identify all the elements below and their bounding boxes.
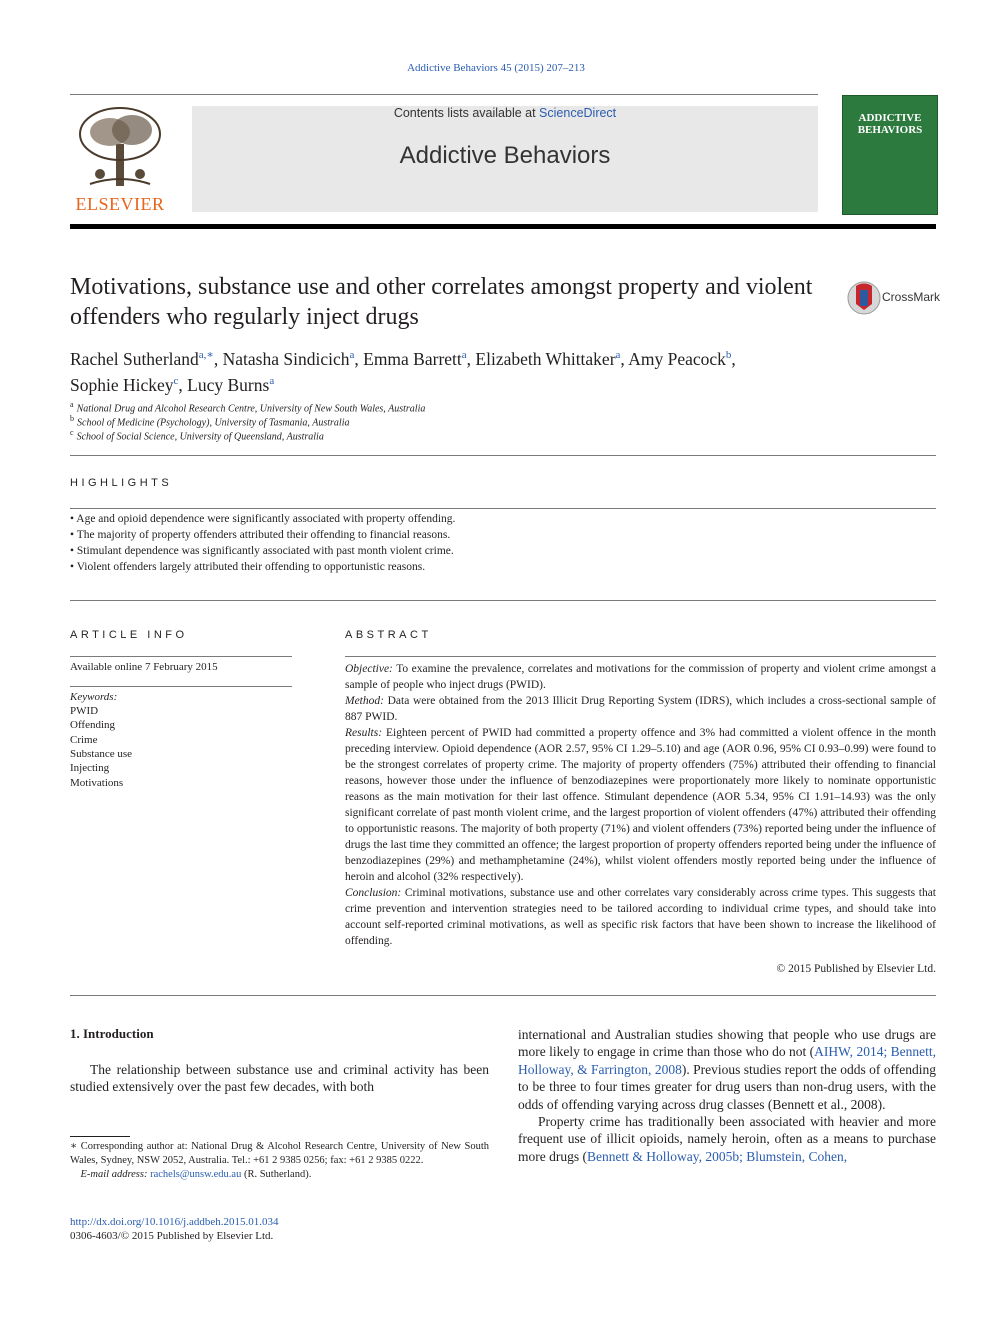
available-online-date: Available online 7 February 2015 (70, 661, 218, 673)
highlights-bottom-divider (70, 600, 936, 601)
highlight-item: • Stimulant dependence was significantly associated with past month violent crime. (70, 545, 454, 557)
author-affiliation-marker[interactable]: c (173, 374, 179, 387)
author-affiliation-marker[interactable]: b (725, 349, 732, 361)
doi-link[interactable]: http://dx.doi.org/10.1016/j.addbeh.2015.01.034 (70, 1216, 279, 1228)
conclusion-text: Criminal motivations, substance use and other correlates vary considerably across crime types. This suggests that crime prevention and intervention strategies need to be tailored according to individual crime types, and should take into account self-reported criminal motivations, as well as specific risk factors that have been shown to increase the likelihood of offending. (345, 887, 936, 947)
paragraph-text: ). Previous studies report the odds of offending to be three to four times greater for drug users than non-drug users, with the odds of offending varying across drug classes (Bennett et al., 2008). (518, 1061, 936, 1112)
citation-link[interactable]: AIHW, 2014; Bennett, Holloway, & Farrington, 2008 (518, 1044, 936, 1077)
author-name[interactable]: Amy Peacock (628, 348, 726, 369)
author-name[interactable]: Emma Barrett (363, 348, 462, 369)
author-affiliation-marker[interactable]: a (349, 349, 355, 361)
affiliations-divider (70, 455, 936, 456)
method-label: Method: (345, 695, 384, 707)
results-label: Results: (345, 727, 383, 739)
sciencedirect-link[interactable]: ScienceDirect (539, 106, 617, 120)
author-name[interactable]: Sophie Hickey (70, 374, 174, 395)
highlight-item: • The majority of property offenders attributed their offending to financial reasons. (70, 529, 451, 541)
footnote-text: Corresponding author at: National Drug & Alcohol Research Centre, University of New South Wales, Sydney, NSW 2052, Australia. Tel.: +61 2 9385 0256; fax: +61 2 9385 0222. (70, 1141, 489, 1166)
highlights-divider (70, 508, 936, 509)
author-affiliation-marker[interactable]: a,∗ (198, 349, 214, 361)
author-name[interactable]: Natasha Sindicich (222, 348, 350, 369)
author-name[interactable]: Rachel Sutherland (70, 348, 199, 369)
section-heading-introduction: 1. Introduction (70, 1026, 154, 1041)
email-suffix: (R. Sutherland). (241, 1169, 312, 1180)
author-affiliation-marker[interactable]: a (615, 349, 621, 361)
email-label: E-mail address: (80, 1169, 148, 1180)
keywords-divider (70, 686, 292, 687)
affiliation-text: School of Social Science, University of Queensland, Australia (76, 431, 324, 443)
affiliation-c (70, 428, 324, 442)
affiliation-a (70, 400, 425, 414)
article-info-heading: ARTICLE INFO (70, 629, 188, 641)
abstract-bottom-divider (70, 995, 936, 996)
issn-copyright: 0306-4603/© 2015 Published by Elsevier Ltd. (70, 1230, 274, 1242)
author-email-link[interactable]: rachels@unsw.edu.au (150, 1169, 242, 1180)
right-column-text (518, 1026, 936, 1165)
affiliation-text: School of Medicine (Psychology), University of Tasmania, Australia (77, 417, 350, 429)
header-thick-rule (70, 224, 936, 229)
journal-name: Addictive Behaviors (399, 142, 611, 169)
abstract-heading: ABSTRACT (345, 629, 432, 641)
body-paragraph: The relationship between substance use and criminal activity has been studied extensively over the past few decades, with both (70, 1062, 489, 1095)
highlights-heading: HIGHLIGHTS (70, 477, 173, 489)
author-list: Rachel Sutherland$^{a,∗}$, Natasha Sindicich$^a$, Emma Barrett$^a$, Elizabeth Whittaker$^a$, Amy Peacock$^b$, Sophie Hickey$^c$, Lucy Burns$^a$ (70, 348, 736, 395)
contents-prefix: Contents lists available at (393, 106, 540, 120)
article-info-divider (70, 656, 292, 657)
author-affiliation-marker[interactable]: a (269, 374, 275, 387)
header-divider (70, 94, 818, 95)
keyword: PWID (70, 705, 99, 717)
author-name[interactable]: Elizabeth Whittaker (475, 348, 616, 369)
abstract-copyright: © 2015 Published by Elsevier Ltd. (776, 963, 936, 975)
author-name[interactable]: Lucy Burns (187, 374, 270, 395)
affiliation-text: National Drug and Alcohol Research Centre, University of New South Wales, Australia (76, 403, 426, 415)
author-affiliation-marker[interactable]: a (461, 349, 467, 361)
body-paragraph (518, 1113, 936, 1165)
elsevier-wordmark: ELSEVIER (75, 194, 165, 214)
keyword: Motivations (70, 777, 124, 789)
method-text: Data were obtained from the 2013 Illicit Drug Reporting System (IDRS), which includes a cross-sectional sample of 887 PWID. (345, 695, 936, 723)
body-paragraph (518, 1026, 936, 1113)
crossmark-label[interactable]: CrossMark (882, 290, 941, 304)
results-text: Eighteen percent of PWID had committed a property offence and 3% had committed a violent offence in the month preceding interview. Opioid dependence (AOR 2.57, 95% CI 1.29–5.10) and age (AOR 0.96, 95% CI 0.93–0.99) were found to be the strongest correlates of property crime. The majority of property offenders (75%) attributed their offending to financial reasons, however those under the influence of benzodiazepines were proportionately more likely to nominate opportunistic reasons as the main motivation for their last offence. Stimulant dependence (AOR 5.34, 95% CI 1.91–14.93) was the only significant correlate of past month violent crime, and the largest proportion of violent offenders (47%) attributed their offending to opportunistic reasons. The majority of both property (71%) and violent offenders (73%) reported being under the influence of drugs the last time they committed an offence; the largest proportion of property offenders reported being under the influence of benzodiazepines (29%) and methamphetamine (24%), whilst violent offenders mostly reported being under the influence of heroin and alcohol (32% respectively). (345, 727, 936, 883)
keyword: Injecting (70, 762, 110, 774)
conclusion-label: Conclusion: (345, 887, 402, 899)
highlight-item: • Violent offenders largely attributed their offending to opportunistic reasons. (70, 561, 426, 573)
abstract-body (345, 661, 936, 949)
highlight-item: • Age and opioid dependence were significantly associated with property offending. (70, 513, 456, 525)
objective-label: Objective: (345, 663, 393, 675)
keyword: Substance use (70, 748, 133, 760)
paragraph-text: Property crime has traditionally been associated with heavier and more frequent use of illicit opioids, namely heroin, often as a means to purchase more drugs ( (518, 1114, 936, 1164)
keyword: Offending (70, 719, 116, 731)
abstract-divider (345, 656, 936, 657)
contents-line (192, 106, 818, 120)
keyword: Crime (70, 734, 98, 746)
crossmark-icon (846, 280, 882, 316)
footnote-rule (70, 1136, 130, 1137)
journal-cover-title: ADDICTIVE BEHAVIORS (857, 112, 923, 136)
affiliation-marker: a (70, 400, 74, 409)
affiliation-marker: c (70, 428, 74, 437)
objective-text: To examine the prevalence, correlates and motivations for the commission of property and violent crime amongst a sample of people who inject drugs (PWID). (345, 663, 936, 691)
keywords-label: Keywords: (70, 691, 118, 703)
article-title: Motivations, substance use and other correlates amongst property and violent offenders who regularly inject drugs (70, 274, 813, 330)
affiliation-marker: b (70, 414, 74, 423)
citation-link[interactable]: Bennett & Holloway, 2005b; Blumstein, Cohen, (586, 1148, 848, 1164)
journal-citation-link[interactable]: Addictive Behaviors 45 (2015) 207–213 (407, 62, 585, 74)
affiliation-b (70, 414, 349, 428)
corresponding-author-footnote (70, 1140, 489, 1182)
paragraph-text: international and Australian studies showing that people who use drugs are more likely to engage in crime than those who do not ( (518, 1027, 936, 1060)
footnote-marker: ∗ (70, 1141, 78, 1152)
